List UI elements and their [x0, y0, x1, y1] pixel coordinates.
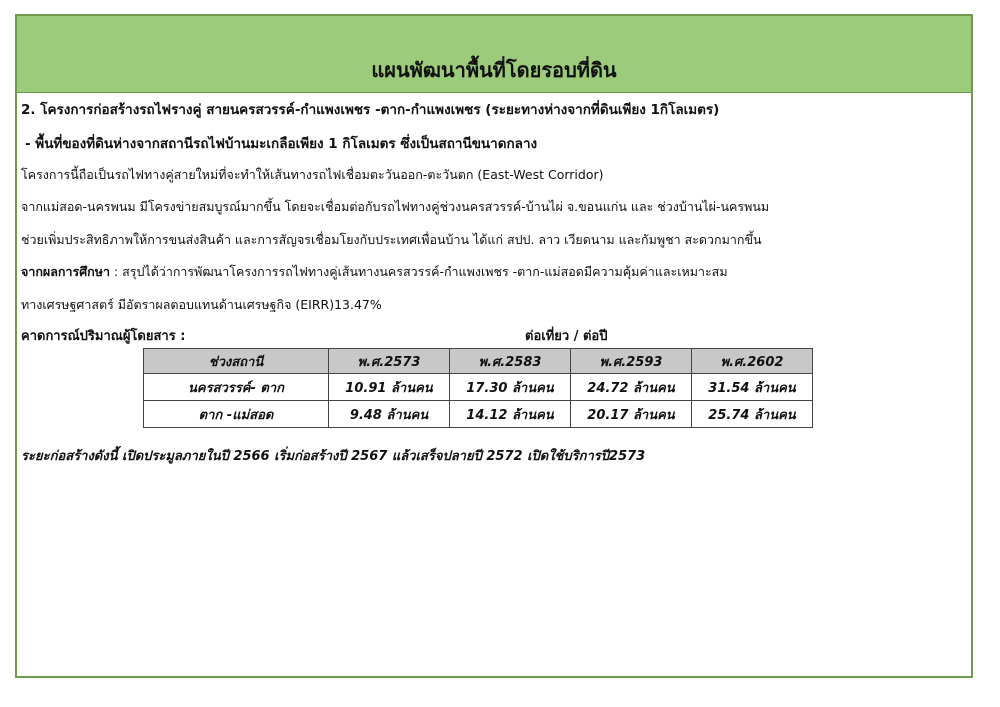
- table-cell: ตาก -แม่สอด: [144, 401, 329, 428]
- table-cell: 20.17 ล้านคน: [571, 401, 692, 428]
- forecast-label: คาดการณ์ปริมาณผู้โดยสาร :: [21, 329, 186, 344]
- table-cell: 14.12 ล้านคน: [450, 401, 571, 428]
- forecast-unit: ต่อเที่ยว / ต่อปี: [525, 329, 608, 344]
- table-row: [144, 401, 813, 428]
- table-cell: 10.91 ล้านคน: [329, 374, 450, 401]
- construction-schedule: ระยะก่อสร้างดังนี้ เปิดประมูลภายในปี 2566 เริ่มก่อสร้างปี 2567 แล้วเสร็จปลายปี 2572 เปิดใช้บริการปี2573: [21, 449, 646, 464]
- table-cell: 17.30 ล้านคน: [450, 374, 571, 401]
- study-result: [21, 262, 728, 282]
- column-header: พ.ศ.2583: [450, 349, 571, 374]
- content-frame: [15, 14, 973, 678]
- description-line-3: ช่วยเพิ่มประสิทธิภาพให้การขนส่งสินค้า และการสัญจรเชื่อมโยงกับประเทศเพื่อนบ้าน ได้แก่ สปป. ลาว เวียดนาม และกัมพูชา สะดวกมากขึ้น: [21, 232, 762, 247]
- page-title: แผนพัฒนาพื้นที่โดยรอบที่ดิน: [371, 58, 617, 82]
- passenger-forecast-table: [143, 348, 813, 428]
- study-text: : สรุปได้ว่าการพัฒนาโครงการรถไฟทางคู่เส้นทางนครสวรรค์-กำแพงเพชร -ตาก-แม่สอดมีความคุ้มค่าและเหมาะสม: [109, 264, 728, 279]
- column-header: ช่วงสถานี: [144, 349, 329, 374]
- description-line-1: โครงการนี้ถือเป็นรถไฟทางคู่สายใหม่ที่จะทำให้เส้นทางรถไฟเชื่อมตะวันออก-ตะวันตก (East-West Corridor): [21, 167, 604, 182]
- table-cell: 9.48 ล้านคน: [329, 401, 450, 428]
- study-result-line-2: ทางเศรษฐศาสตร์ มีอัตราผลตอบแทนด้านเศรษฐกิจ (EIRR)13.47%: [21, 297, 382, 312]
- station-note: - พื้นที่ของที่ดินห่างจากสถานีรถไฟบ้านมะเกลือเพียง 1 กิโลเมตร ซึ่งเป็นสถานีขนาดกลาง: [25, 136, 538, 152]
- description-line-2: จากแม่สอด-นครพนม มีโครงข่ายสมบูรณ์มากขึ้น โดยจะเชื่อมต่อกับรถไฟทางคู่ช่วงนครสวรรค์-บ้านไผ่ จ.ขอนแก่น และ ช่วงบ้านไผ่-นครพนม: [21, 199, 770, 214]
- table-cell: 24.72 ล้านคน: [571, 374, 692, 401]
- table-cell: นครสวรรค์- ตาก: [144, 374, 329, 401]
- study-label: จากผลการศึกษา: [21, 264, 110, 279]
- table-row: [144, 374, 813, 401]
- table-cell: 31.54 ล้านคน: [692, 374, 813, 401]
- column-header: พ.ศ.2573: [329, 349, 450, 374]
- header-banner: [17, 16, 971, 93]
- column-header: พ.ศ.2593: [571, 349, 692, 374]
- project-title: 2. โครงการก่อสร้างรถไฟรางคู่ สายนครสวรรค์-กำแพงเพชร -ตาก-กำแพงเพชร (ระยะทางห่างจากที่ดินเพียง 1กิโลเมตร): [21, 102, 720, 118]
- table-header-row: [144, 349, 813, 374]
- column-header: พ.ศ.2602: [692, 349, 813, 374]
- table-cell: 25.74 ล้านคน: [692, 401, 813, 428]
